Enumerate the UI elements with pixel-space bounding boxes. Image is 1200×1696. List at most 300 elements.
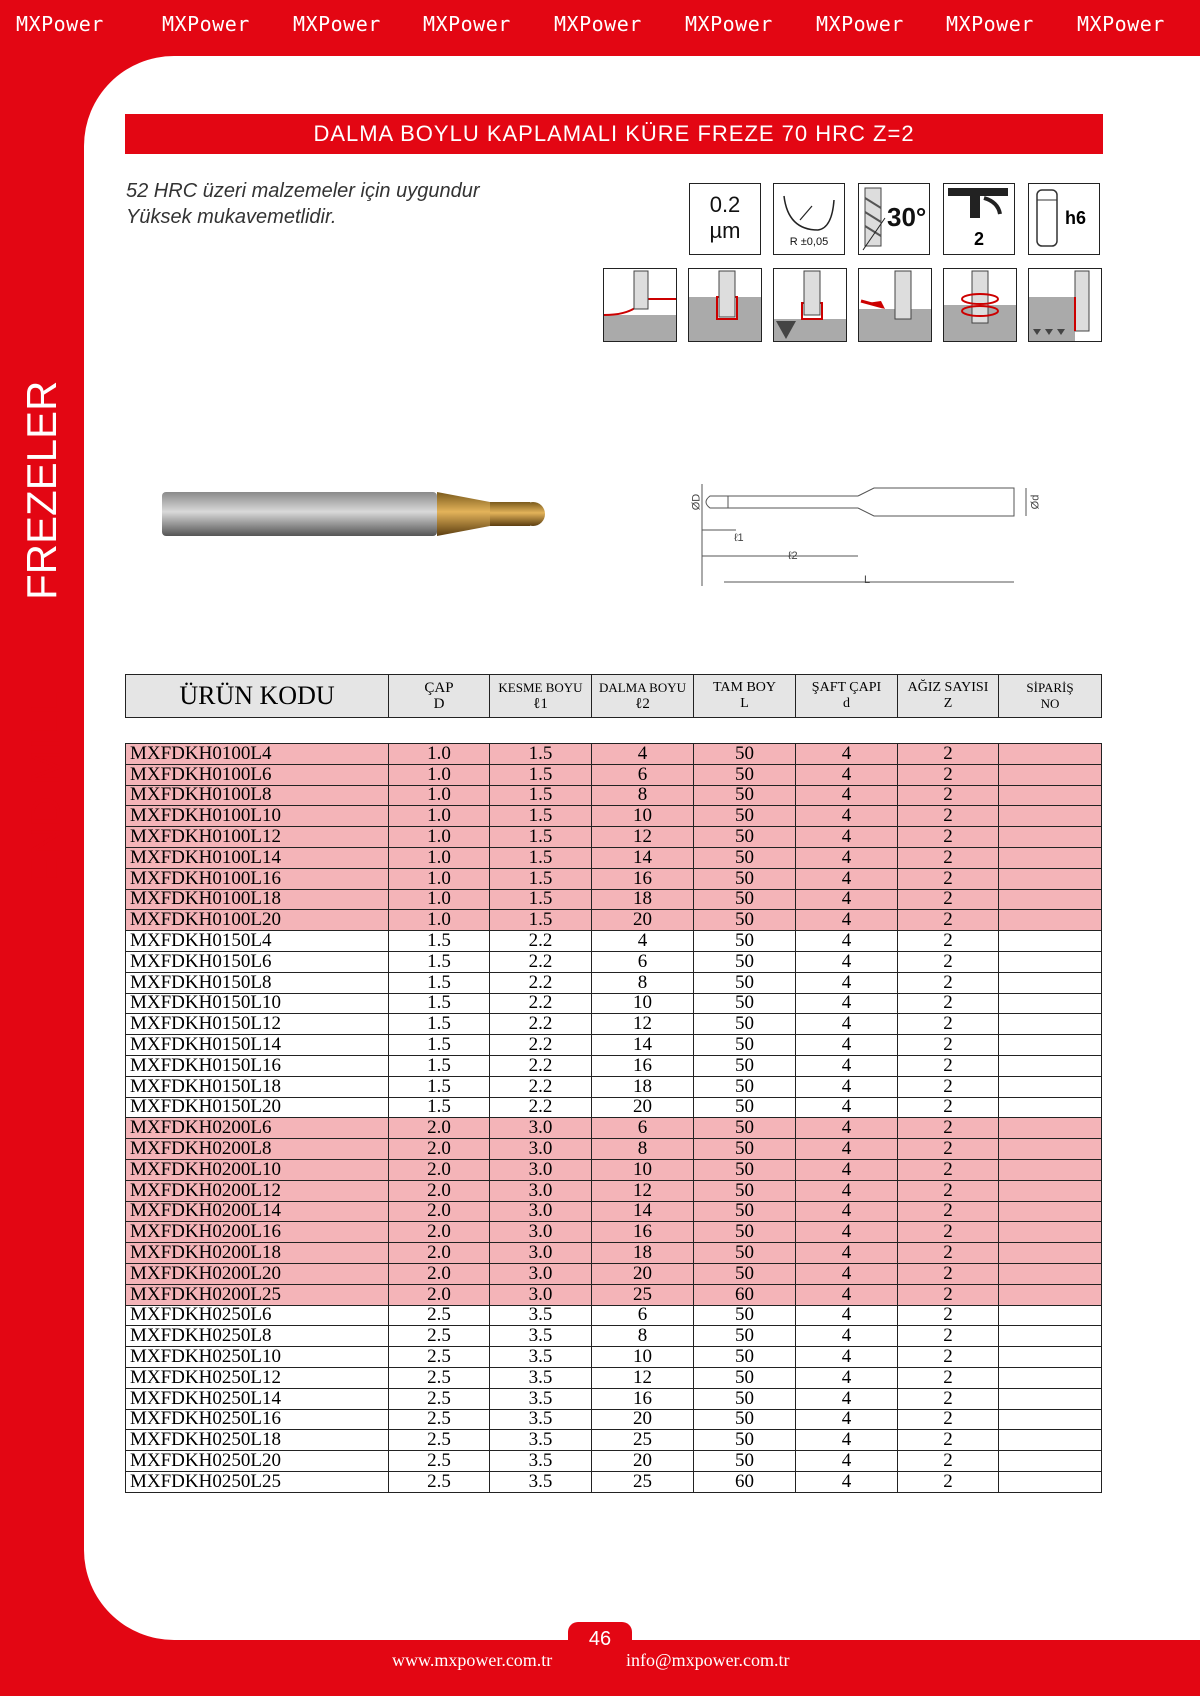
table-cell-l1: 1.5 [490,827,592,848]
table-cell-l1: 1.5 [490,889,592,910]
table-cell-Z: 2 [898,1222,999,1243]
table-cell-l1: 2.2 [490,951,592,972]
table-cell-code: MXFDKH0150L6 [126,951,389,972]
table-cell-l2: 4 [592,931,694,952]
brand-text: MXPower [423,12,511,36]
table-cell-d: 4 [796,1326,898,1347]
table-cell-l2: 18 [592,1076,694,1097]
table-cell-l1: 1.5 [490,806,592,827]
table-cell-l2: 12 [592,1180,694,1201]
flute-count-value: 2 [973,229,984,249]
table-cell-order[interactable] [999,1159,1102,1180]
table-cell-L: 50 [694,785,796,806]
table-cell-D: 1.0 [389,847,490,868]
table-row [126,868,1102,889]
table-cell-order[interactable] [999,1139,1102,1160]
table-cell-l2: 25 [592,1430,694,1451]
brand-text: MXPower [554,12,642,36]
table-cell-d: 4 [796,1055,898,1076]
table-cell-l2: 14 [592,1201,694,1222]
table-cell-code: MXFDKH0100L12 [126,827,389,848]
table-cell-order[interactable] [999,1471,1102,1492]
diameter-label: ØD [690,493,703,511]
table-cell-D: 2.0 [389,1243,490,1264]
table-cell-Z: 2 [898,1471,999,1492]
table-row [126,1347,1102,1368]
table-cell-Z: 2 [898,1055,999,1076]
table-cell-Z: 2 [898,847,999,868]
table-cell-code: MXFDKH0150L18 [126,1076,389,1097]
technical-drawing [688,474,1058,594]
table-cell-l2: 20 [592,1409,694,1430]
table-cell-d: 4 [796,1263,898,1284]
table-cell-Z: 2 [898,1367,999,1388]
table-row [126,1159,1102,1180]
table-cell-D: 1.0 [389,827,490,848]
table-cell-Z: 2 [898,1243,999,1264]
table-cell-code: MXFDKH0150L14 [126,1035,389,1056]
table-cell-l2: 20 [592,1451,694,1472]
table-cell-order[interactable] [999,951,1102,972]
header-overall-length: TAM BOY L [694,675,796,718]
table-cell-Z: 2 [898,1430,999,1451]
table-row [126,1180,1102,1201]
description-line: 52 HRC üzeri malzemeler için uygundur [126,180,480,202]
table-cell-l2: 14 [592,1035,694,1056]
table-cell-l2: 10 [592,806,694,827]
table-cell-Z: 2 [898,993,999,1014]
table-cell-L: 50 [694,1347,796,1368]
table-cell-l2: 8 [592,972,694,993]
table-cell-L: 50 [694,764,796,785]
header-plunge-length: DALMA BOYU ℓ2 [592,675,694,718]
table-cell-code: MXFDKH0200L16 [126,1222,389,1243]
table-cell-D: 1.0 [389,764,490,785]
table-cell-D: 2.0 [389,1222,490,1243]
table-cell-l2: 16 [592,868,694,889]
table-cell-d: 4 [796,889,898,910]
table-cell-l1: 3.5 [490,1451,592,1472]
table-row [126,1284,1102,1305]
table-cell-l1: 3.0 [490,1263,592,1284]
table-cell-order[interactable] [999,1430,1102,1451]
table-cell-L: 50 [694,1014,796,1035]
roughness-unit: µm [709,218,741,243]
page-title: DALMA BOYLU KAPLAMALI KÜRE FREZE 70 HRC Z=2 [125,114,1103,154]
header-order-number: SİPARİŞ NO [999,675,1102,718]
description-line: Yüksek mukavemetlidir. [126,206,337,228]
table-cell-D: 1.5 [389,1055,490,1076]
table-cell-D: 2.0 [389,1263,490,1284]
header-product-code: ÜRÜN KODU [126,675,389,718]
table-cell-D: 1.0 [389,910,490,931]
table-cell-L: 50 [694,972,796,993]
table-cell-order[interactable] [999,1388,1102,1409]
table-cell-l2: 8 [592,785,694,806]
table-cell-Z: 2 [898,1347,999,1368]
table-cell-Z: 2 [898,1201,999,1222]
table-cell-order[interactable] [999,1097,1102,1118]
header-shank-diameter: ŞAFT ÇAPI d [796,675,898,718]
table-cell-code: MXFDKH0100L14 [126,847,389,868]
roughness-value: 0.2 [709,192,741,217]
product-photo [160,486,590,546]
table-cell-D: 2.5 [389,1388,490,1409]
brand-text: MXPower [293,12,381,36]
table-cell-order[interactable] [999,1076,1102,1097]
table-cell-Z: 2 [898,764,999,785]
table-row [126,993,1102,1014]
table-cell-d: 4 [796,1139,898,1160]
table-cell-d: 4 [796,1014,898,1035]
table-cell-code: MXFDKH0200L6 [126,1118,389,1139]
table-cell-l2: 10 [592,993,694,1014]
table-cell-order[interactable] [999,1118,1102,1139]
table-row [126,1430,1102,1451]
table-cell-D: 2.0 [389,1201,490,1222]
table-cell-order[interactable] [999,764,1102,785]
table-cell-l1: 3.5 [490,1471,592,1492]
table-cell-l1: 3.5 [490,1388,592,1409]
table-cell-Z: 2 [898,1076,999,1097]
table-cell-l1: 2.2 [490,931,592,952]
neck-length-label: ℓ2 [788,550,798,562]
table-row [126,785,1102,806]
product-table-header [125,674,1102,718]
table-cell-D: 1.5 [389,1097,490,1118]
brand-text: MXPower [162,12,250,36]
table-row [126,847,1102,868]
helical-interpolation-icon [943,268,1017,342]
table-cell-D: 1.5 [389,972,490,993]
table-cell-d: 4 [796,910,898,931]
table-cell-l1: 2.2 [490,1097,592,1118]
table-cell-d: 4 [796,1035,898,1056]
table-cell-l1: 2.2 [490,972,592,993]
table-cell-D: 1.5 [389,931,490,952]
table-cell-d: 4 [796,1201,898,1222]
table-cell-d: 4 [796,1097,898,1118]
table-cell-l2: 12 [592,1014,694,1035]
shank-tolerance-value: h6 [1065,208,1087,228]
table-cell-Z: 2 [898,827,999,848]
table-cell-code: MXFDKH0250L6 [126,1305,389,1326]
footer-email-link[interactable]: info@mxpower.com.tr [626,1650,790,1670]
table-cell-l1: 3.0 [490,1139,592,1160]
table-cell-Z: 2 [898,1409,999,1430]
table-cell-D: 2.5 [389,1451,490,1472]
radius-tolerance-icon [773,183,845,255]
table-cell-l2: 20 [592,1097,694,1118]
table-cell-L: 50 [694,1159,796,1180]
table-cell-l2: 4 [592,744,694,765]
table-cell-l2: 25 [592,1471,694,1492]
table-cell-l2: 10 [592,1159,694,1180]
table-cell-L: 50 [694,993,796,1014]
table-row [126,764,1102,785]
table-cell-order[interactable] [999,868,1102,889]
table-cell-code: MXFDKH0200L8 [126,1139,389,1160]
table-cell-code: MXFDKH0150L10 [126,993,389,1014]
table-cell-Z: 2 [898,1014,999,1035]
table-cell-l1: 1.5 [490,847,592,868]
table-cell-D: 1.5 [389,1076,490,1097]
header-diameter: ÇAP D [389,675,490,718]
table-cell-l2: 6 [592,764,694,785]
table-cell-l1: 3.0 [490,1222,592,1243]
table-cell-L: 50 [694,744,796,765]
table-cell-code: MXFDKH0150L16 [126,1055,389,1076]
table-cell-d: 4 [796,1305,898,1326]
footer-website-link[interactable]: www.mxpower.com.tr [392,1650,553,1670]
table-cell-Z: 2 [898,1284,999,1305]
table-cell-order[interactable] [999,1451,1102,1472]
table-cell-code: MXFDKH0250L18 [126,1430,389,1451]
table-cell-d: 4 [796,1159,898,1180]
table-cell-order[interactable] [999,1409,1102,1430]
table-cell-code: MXFDKH0100L18 [126,889,389,910]
table-cell-order[interactable] [999,1035,1102,1056]
table-cell-l2: 20 [592,1263,694,1284]
table-cell-code: MXFDKH0250L10 [126,1347,389,1368]
table-cell-order[interactable] [999,1222,1102,1243]
table-cell-Z: 2 [898,910,999,931]
table-cell-d: 4 [796,764,898,785]
table-cell-code: MXFDKH0250L20 [126,1451,389,1472]
table-row [126,1139,1102,1160]
table-cell-Z: 2 [898,889,999,910]
table-cell-D: 2.5 [389,1367,490,1388]
table-cell-l2: 20 [592,910,694,931]
table-row [126,1243,1102,1264]
table-cell-L: 50 [694,1076,796,1097]
table-cell-L: 50 [694,1222,796,1243]
table-cell-order[interactable] [999,1284,1102,1305]
table-cell-L: 50 [694,910,796,931]
brand-text: MXPower [1077,12,1165,36]
table-cell-order[interactable] [999,1243,1102,1264]
table-cell-Z: 2 [898,931,999,952]
surface-roughness-icon [689,183,761,255]
shank-tolerance-icon [1028,183,1100,255]
table-cell-L: 50 [694,1035,796,1056]
table-cell-code: MXFDKH0100L4 [126,744,389,765]
table-cell-code: MXFDKH0100L10 [126,806,389,827]
table-cell-code: MXFDKH0150L4 [126,931,389,952]
table-cell-code: MXFDKH0250L16 [126,1409,389,1430]
table-cell-D: 1.0 [389,744,490,765]
table-row [126,1305,1102,1326]
table-cell-l2: 18 [592,889,694,910]
table-row [126,1055,1102,1076]
table-cell-D: 1.5 [389,993,490,1014]
table-cell-l2: 6 [592,1305,694,1326]
table-cell-d: 4 [796,1430,898,1451]
brand-text: MXPower [16,12,104,36]
table-cell-d: 4 [796,1471,898,1492]
product-table [125,743,1102,1493]
finishing-operation-icon [1028,268,1102,342]
table-cell-L: 60 [694,1471,796,1492]
table-row [126,1076,1102,1097]
table-cell-L: 50 [694,868,796,889]
table-cell-code: MXFDKH0200L10 [126,1159,389,1180]
table-cell-d: 4 [796,744,898,765]
table-cell-l2: 8 [592,1139,694,1160]
table-cell-Z: 2 [898,1263,999,1284]
table-cell-d: 4 [796,806,898,827]
table-row [126,889,1102,910]
table-cell-d: 4 [796,1284,898,1305]
table-row [126,1409,1102,1430]
table-cell-order[interactable] [999,1055,1102,1076]
table-row [126,1388,1102,1409]
table-cell-d: 4 [796,931,898,952]
table-cell-Z: 2 [898,1305,999,1326]
table-cell-order[interactable] [999,993,1102,1014]
table-cell-code: MXFDKH0200L20 [126,1263,389,1284]
table-row [126,1367,1102,1388]
table-cell-order[interactable] [999,972,1102,993]
brand-text: MXPower [946,12,1034,36]
table-cell-d: 4 [796,1118,898,1139]
table-cell-D: 1.0 [389,806,490,827]
table-cell-l2: 18 [592,1243,694,1264]
brand-text: MXPower [816,12,904,36]
table-cell-L: 50 [694,889,796,910]
table-cell-L: 50 [694,1430,796,1451]
table-cell-order[interactable] [999,931,1102,952]
table-cell-D: 1.0 [389,889,490,910]
sidebar-label-endmill: END MILL [22,691,69,885]
table-cell-code: MXFDKH0250L25 [126,1471,389,1492]
helix-angle-value: 30° [887,202,927,232]
table-cell-l1: 1.5 [490,868,592,889]
table-cell-d: 4 [796,1409,898,1430]
table-cell-l2: 10 [592,1347,694,1368]
table-cell-L: 50 [694,951,796,972]
table-cell-L: 50 [694,1201,796,1222]
table-cell-D: 1.0 [389,868,490,889]
table-cell-code: MXFDKH0150L20 [126,1097,389,1118]
table-cell-Z: 2 [898,1326,999,1347]
table-cell-Z: 2 [898,1180,999,1201]
brand-text: MXPower [685,12,773,36]
table-cell-D: 2.0 [389,1118,490,1139]
table-cell-l2: 6 [592,951,694,972]
table-cell-d: 4 [796,951,898,972]
table-cell-Z: 2 [898,951,999,972]
table-cell-d: 4 [796,1367,898,1388]
table-cell-order[interactable] [999,847,1102,868]
table-cell-code: MXFDKH0200L14 [126,1201,389,1222]
table-cell-order[interactable] [999,1367,1102,1388]
table-row [126,1222,1102,1243]
table-cell-l1: 3.0 [490,1159,592,1180]
table-cell-order[interactable] [999,1305,1102,1326]
flute-count-icon [943,183,1015,255]
table-cell-l2: 16 [592,1055,694,1076]
table-cell-L: 50 [694,1055,796,1076]
table-cell-d: 4 [796,868,898,889]
table-cell-d: 4 [796,1243,898,1264]
table-cell-d: 4 [796,972,898,993]
table-cell-l1: 3.0 [490,1201,592,1222]
table-cell-L: 50 [694,1118,796,1139]
table-cell-code: MXFDKH0100L8 [126,785,389,806]
table-cell-L: 50 [694,1326,796,1347]
table-cell-l1: 3.5 [490,1326,592,1347]
table-cell-l2: 6 [592,1118,694,1139]
table-cell-Z: 2 [898,1388,999,1409]
table-cell-l1: 3.5 [490,1347,592,1368]
table-cell-order[interactable] [999,1263,1102,1284]
table-cell-order[interactable] [999,1201,1102,1222]
helix-angle-icon [858,183,930,255]
table-cell-D: 1.5 [389,951,490,972]
table-cell-l2: 12 [592,827,694,848]
table-cell-L: 50 [694,1305,796,1326]
table-cell-Z: 2 [898,972,999,993]
table-cell-order[interactable] [999,910,1102,931]
shank-diameter-label: Ød [1029,494,1042,510]
table-row [126,1097,1102,1118]
table-row [126,806,1102,827]
table-cell-d: 4 [796,1180,898,1201]
table-cell-l1: 2.2 [490,993,592,1014]
table-cell-code: MXFDKH0200L25 [126,1284,389,1305]
table-cell-order[interactable] [999,827,1102,848]
table-cell-L: 50 [694,1097,796,1118]
table-row [126,1263,1102,1284]
table-cell-Z: 2 [898,1139,999,1160]
table-cell-order[interactable] [999,1014,1102,1035]
table-cell-order[interactable] [999,806,1102,827]
table-cell-l1: 2.2 [490,1076,592,1097]
table-cell-d: 4 [796,1388,898,1409]
table-cell-D: 2.5 [389,1430,490,1451]
table-cell-order[interactable] [999,889,1102,910]
table-row [126,1201,1102,1222]
table-cell-order[interactable] [999,1347,1102,1368]
table-cell-l1: 3.0 [490,1284,592,1305]
table-cell-l2: 16 [592,1388,694,1409]
table-cell-code: MXFDKH0200L12 [126,1180,389,1201]
table-cell-L: 50 [694,1409,796,1430]
table-cell-order[interactable] [999,744,1102,765]
table-row [126,1035,1102,1056]
table-cell-code: MXFDKH0200L18 [126,1243,389,1264]
table-cell-D: 2.5 [389,1326,490,1347]
table-cell-L: 50 [694,1263,796,1284]
table-row [126,1118,1102,1139]
table-cell-l1: 3.5 [490,1430,592,1451]
table-cell-L: 50 [694,1451,796,1472]
table-row [126,972,1102,993]
table-cell-L: 50 [694,1139,796,1160]
table-cell-Z: 2 [898,1097,999,1118]
table-row [126,951,1102,972]
table-cell-l2: 12 [592,1367,694,1388]
table-cell-order[interactable] [999,785,1102,806]
table-cell-order[interactable] [999,1180,1102,1201]
table-cell-L: 50 [694,1388,796,1409]
table-cell-d: 4 [796,993,898,1014]
slotting-operation-icon [688,268,762,342]
table-cell-D: 1.0 [389,785,490,806]
table-row [126,910,1102,931]
table-cell-order[interactable] [999,1326,1102,1347]
